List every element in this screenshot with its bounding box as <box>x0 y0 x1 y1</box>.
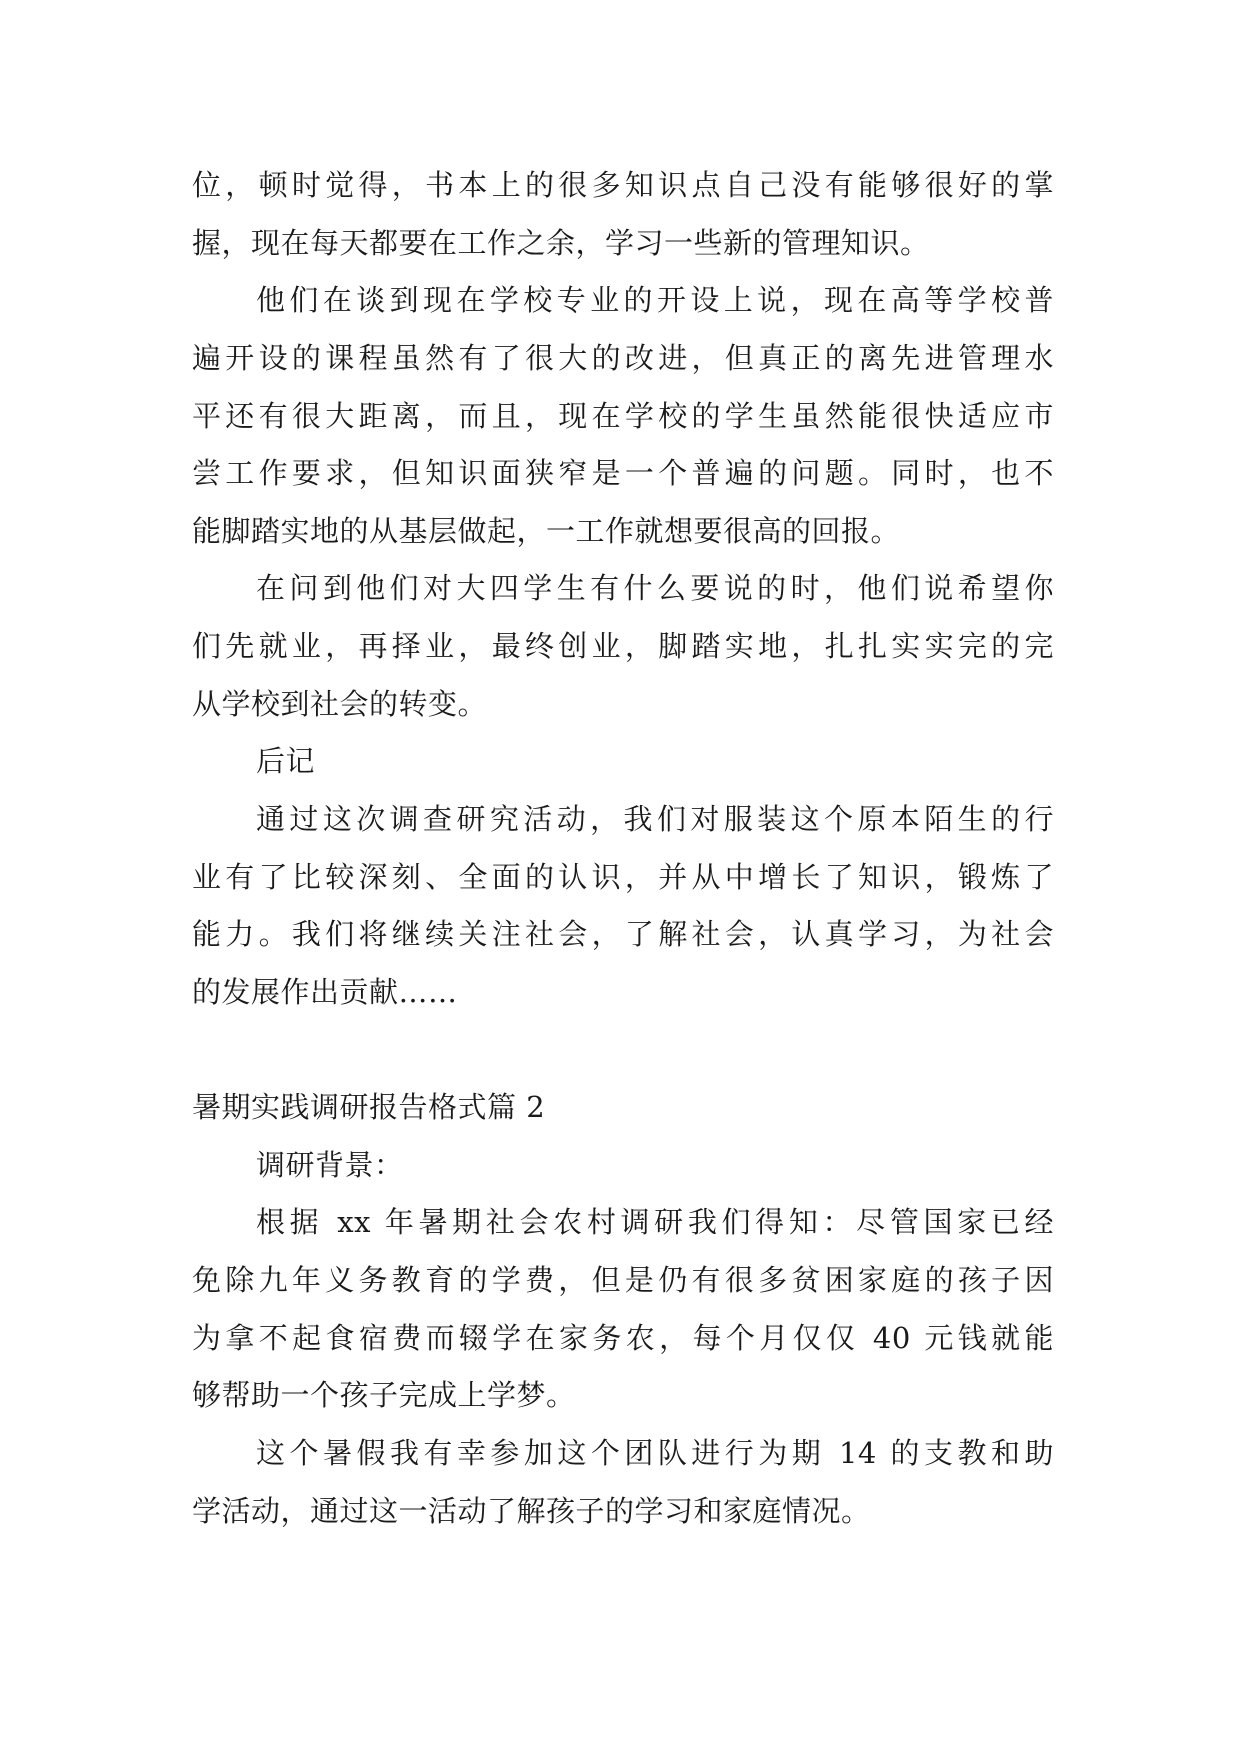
text-line: 能脚踏实地的从基层做起，一工作就想要很高的回报。 <box>192 514 901 548</box>
section-heading-background: 调研背景： <box>256 1148 404 1182</box>
article-title: 暑期实践调研报告格式篇 2 <box>192 1090 546 1124</box>
text-line: 学活动，通过这一活动了解孩子的学习和家庭情况。 <box>192 1494 871 1528</box>
paragraph-start-line: 在问到他们对大四学生有什么要说的时，他们说希望你 <box>256 571 1054 605</box>
text-line: 业有了比较深刻、全面的认识，并从中增长了知识，锻炼了 <box>192 860 1054 894</box>
paragraph-start-line: 根据 xx 年暑期社会农村调研我们得知：尽管国家已经 <box>256 1205 1054 1239</box>
text-line: 握，现在每天都要在工作之余，学习一些新的管理知识。 <box>192 226 930 260</box>
paragraph-start-line: 他们在谈到现在学校专业的开设上说，现在高等学校普 <box>256 283 1054 317</box>
text-line: 能力。我们将继续关注社会，了解社会，认真学习，为社会 <box>192 917 1054 951</box>
text-line: 平还有很大距离，而且，现在学校的学生虽然能很快适应市 <box>192 399 1054 433</box>
text-line: 们先就业，再择业，最终创业，脚踏实地，扎扎实实完的完 <box>192 629 1054 663</box>
paragraph-start-line: 这个暑假我有幸参加这个团队进行为期 14 的支教和助 <box>256 1436 1054 1470</box>
paragraph-start-line: 通过这次调查研究活动，我们对服装这个原本陌生的行 <box>256 802 1054 836</box>
section-heading-afterword: 后记 <box>256 744 316 778</box>
text-line: 遍开设的课程虽然有了很大的改进，但真正的离先进管理水 <box>192 341 1054 375</box>
text-line: 为拿不起食宿费而辍学在家务农，每个月仅仅 40 元钱就能 <box>192 1321 1054 1355</box>
text-line: 的发展作出贡献…… <box>192 975 458 1009</box>
text-line: 够帮助一个孩子完成上学梦。 <box>192 1378 576 1412</box>
text-line: 位，顿时觉得，书本上的很多知识点自己没有能够很好的掌 <box>192 168 1054 202</box>
text-line: 尝工作要求，但知识面狭窄是一个普遍的问题。同时，也不 <box>192 456 1054 490</box>
text-line: 免除九年义务教育的学费，但是仍有很多贫困家庭的孩子因 <box>192 1263 1054 1297</box>
text-line: 从学校到社会的转变。 <box>192 687 488 721</box>
